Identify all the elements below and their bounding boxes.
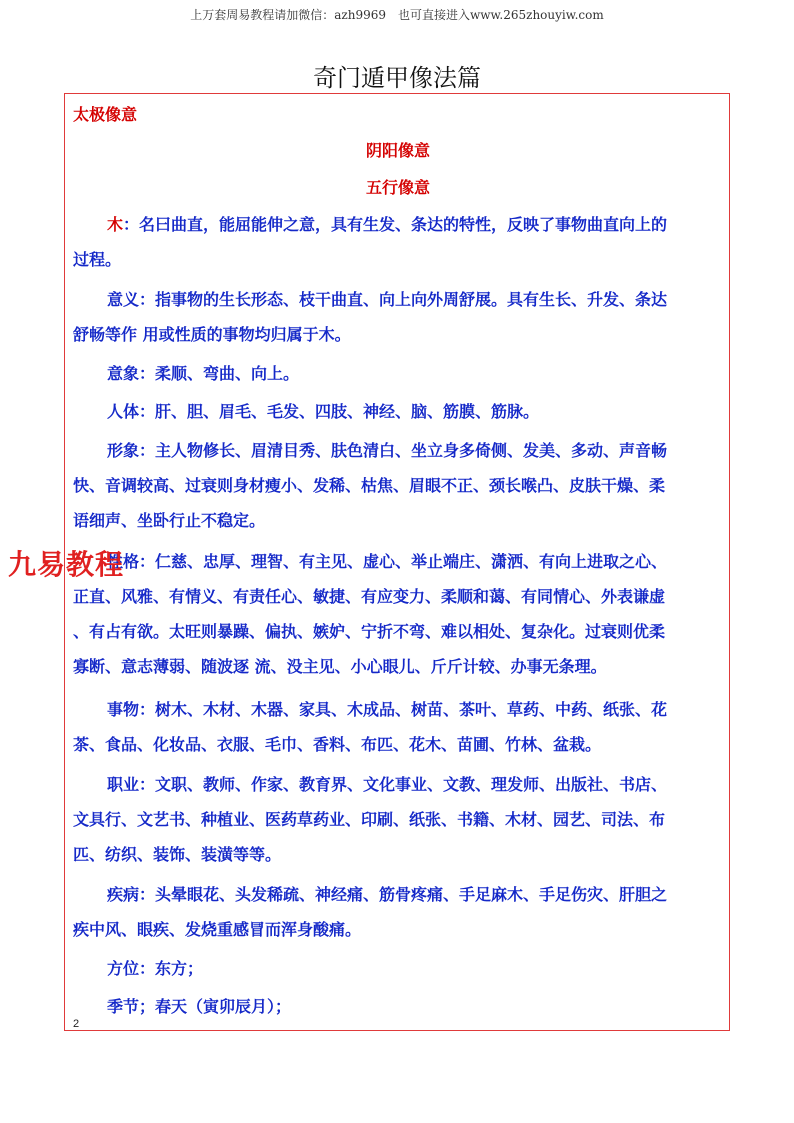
paragraph-mu <box>73 207 723 277</box>
document-title: 奇门遁甲像法篇 <box>313 64 481 92</box>
paragraph-shiwu-line-2: 茶、食品、化妆品、衣服、毛巾、香料、布匹、花木、苗圃、竹林、盆栽。 <box>73 735 602 754</box>
paragraph-xingxiang-line-3: 语细声、坐卧行止不稳定。 <box>73 511 266 530</box>
paragraph-xingxiang-line-1: 形象：主人物修长、眉清目秀、肤色清白、坐立身多倚侧、发美、多动、声音畅 <box>107 441 668 460</box>
paragraph-xingge <box>73 544 723 684</box>
paragraph-yixiang <box>73 356 723 391</box>
paragraph-zhiye-line-3: 匹、纺织、装饰、装潢等等。 <box>73 845 282 864</box>
subheading-yinyang: 阴阳像意 <box>365 141 430 160</box>
paragraph-xingge-line-3: 、有占有欲。太旺则暴躁、偏执、嫉妒、宁折不弯、难以相处、复杂化。过衰则优柔 <box>73 622 666 641</box>
header-note: 上万套周易教程请加微信：azh9969 也可直接进入www.265zhouyiw.com <box>190 8 604 22</box>
paragraph-xingxiang-line-2: 快、音调较高、过衰则身材瘦小、发稀、枯焦、眉眼不正、颈长喉凸、皮肤干燥、柔 <box>73 476 666 495</box>
paragraph-yiyi <box>73 282 723 352</box>
paragraph-jijie <box>73 989 723 1024</box>
paragraph-renti <box>73 394 723 429</box>
paragraph-mu-line-1: ：名曰曲直，能屈能伸之意，具有生发、条达的特性，反映了事物曲直向上的 <box>123 215 668 234</box>
page-number: 2 <box>73 1018 80 1030</box>
paragraph-fangwei-line-1: 方位：东方； <box>107 959 204 978</box>
paragraph-xingxiang <box>73 433 723 538</box>
paragraph-zhiye-line-2: 文具行、文艺书、种植业、医药草药业、印刷、纸张、书籍、木材、园艺、司法、布 <box>73 810 666 829</box>
paragraph-zhiye <box>73 767 723 872</box>
paragraph-jibing-line-1: 疾病：头晕眼花、头发稀疏、神经痛、筋骨疼痛、手足麻木、手足伤灾、肝胆之 <box>107 885 668 904</box>
section-heading: 太极像意 <box>73 105 138 124</box>
content-frame <box>64 93 730 1031</box>
paragraph-yiyi-line-2: 舒畅等作 用或性质的事物均归属于木。 <box>73 325 351 344</box>
paragraph-mu-line-2: 过程。 <box>73 250 122 269</box>
paragraph-renti-line-1: 人体：肝、胆、眉毛、毛发、四肢、神经、脑、筋膜、筋脉。 <box>107 402 540 421</box>
keyword-mu: 木 <box>107 215 124 234</box>
paragraph-zhiye-line-1: 职业：文职、教师、作家、教育界、文化事业、文教、理发师、出版社、书店、 <box>107 775 668 794</box>
paragraph-xingge-line-4: 寡断、意志薄弱、随波逐 流、没主见、小心眼儿、斤斤计较、办事无条理。 <box>73 657 607 676</box>
paragraph-yiyi-line-1: 意义：指事物的生长形态、枝干曲直、向上向外周舒展。具有生长、升发、条达 <box>107 290 668 309</box>
paragraph-jijie-line-1: 季节；春天（寅卯辰月）； <box>107 997 292 1016</box>
paragraph-jibing-line-2: 疾中风、眼疾、发烧重感冒而浑身酸痛。 <box>73 920 362 939</box>
paragraph-shiwu <box>73 692 723 762</box>
paragraph-jibing <box>73 877 723 947</box>
paragraph-xingge-line-1: 性格：仁慈、忠厚、理智、有主见、虚心、举止端庄、潇洒、有向上进取之心、 <box>107 552 668 571</box>
subheading-wuxing: 五行像意 <box>365 178 430 197</box>
paragraph-fangwei <box>73 951 723 986</box>
paragraph-shiwu-line-1: 事物：树木、木材、木器、家具、木成品、树苗、茶叶、草药、中药、纸张、花 <box>107 700 668 719</box>
watermark-logo: 九易教程 <box>8 548 125 581</box>
paragraph-yixiang-line-1: 意象：柔顺、弯曲、向上。 <box>107 364 300 383</box>
paragraph-xingge-line-2: 正直、风雅、有情义、有责任心、敏捷、有应变力、柔顺和蔼、有同情心、外表谦虚 <box>73 587 666 606</box>
